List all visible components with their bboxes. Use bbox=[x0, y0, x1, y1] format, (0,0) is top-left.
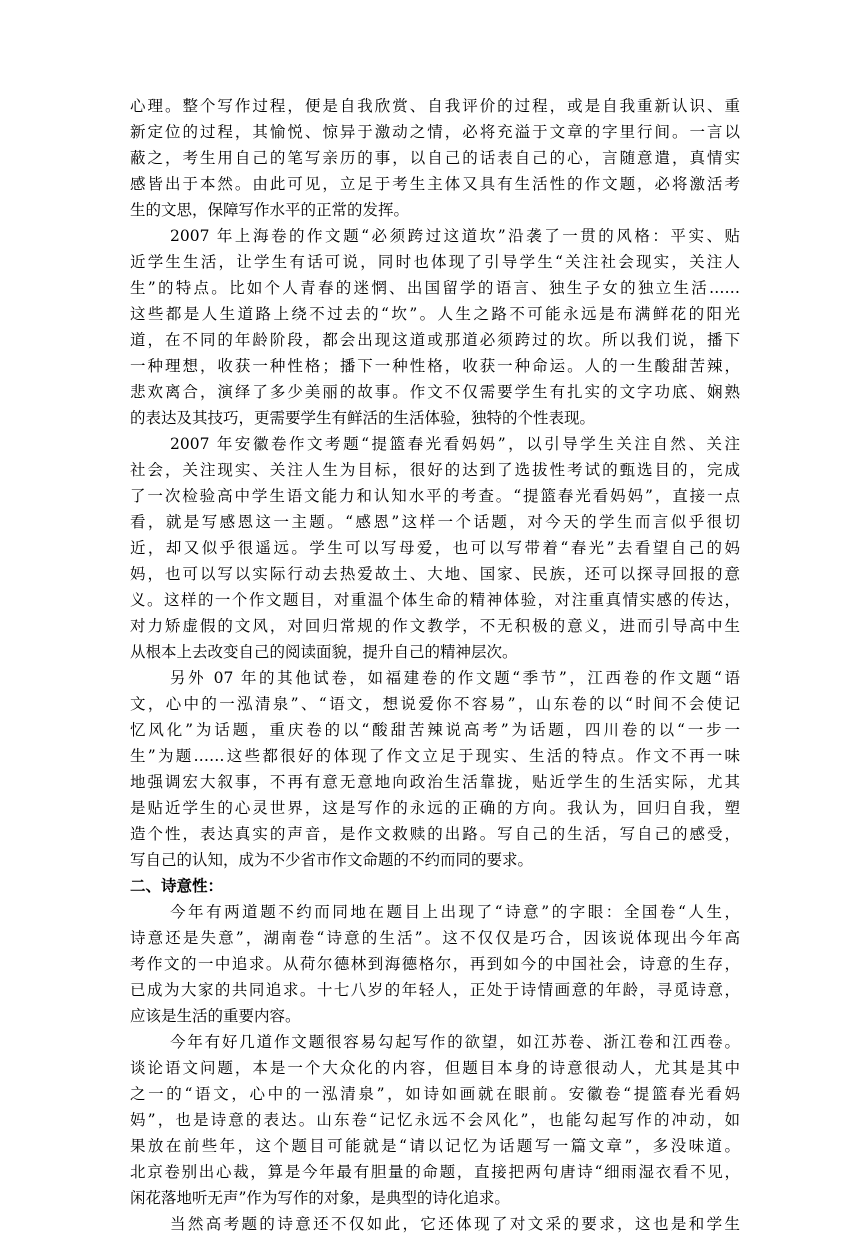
text-line: 闲花落地听无声”作为写作的对象，是典型的诗化追求。 bbox=[130, 1189, 510, 1207]
text-line: 今年有好几道作文题很容易勾起写作的欲望，如江苏卷、浙江卷和江西卷。 bbox=[170, 1033, 740, 1051]
text-line: 果放在前些年，这个题目可能就是“请以记忆为话题写一篇文章”，多没味道。 bbox=[130, 1137, 740, 1155]
text-line: 对力矫虚假的文风，对回归常规的作文教学，不无积极的意义，进而引导高中生 bbox=[130, 617, 740, 635]
text-line: 妈”，也是诗意的表达。山东卷“记忆永远不会风化”，也能勾起写作的冲动，如 bbox=[130, 1111, 740, 1129]
text-line: 感皆出于本然。由此可见，立足于考生主体又具有生活性的作文题，必将激活考 bbox=[130, 175, 740, 193]
text-line: 文，心中的一泓清泉”、“语文，想说爱你不容易”，山东卷的以“时间不会使记 bbox=[130, 695, 740, 713]
text-line: 道，在不同的年龄阶段，都会出现这道或那道必须跨过的坎。所以我们说，播下 bbox=[130, 331, 740, 349]
text-line: 应该是生活的重要内容。 bbox=[130, 1007, 301, 1025]
text-line: 一种理想，收获一种性格；播下一种性格，收获一种命运。人的一生酸甜苦辣， bbox=[130, 357, 740, 375]
text-line: 生”为题……这些都很好的体现了作文立足于现实、生活的特点。作文不再一味 bbox=[130, 747, 740, 765]
text-line: 已成为大家的共同追求。十七八岁的年轻人，正处于诗情画意的年龄，寻觅诗意， bbox=[130, 981, 740, 999]
text-line: 心理。整个写作过程，便是自我欣赏、自我评价的过程，或是自我重新认识、重 bbox=[130, 97, 740, 115]
text-line: 从根本上去改变自己的阅读面貌，提升自己的精神层次。 bbox=[130, 643, 518, 661]
text-line: 2007 年上海卷的作文题“必须跨过这道坎”沿袭了一贯的风格：平实、贴 bbox=[170, 227, 740, 245]
text-line: 悲欢离合，演绎了多少美丽的故事。作文不仅需要学生有扎实的文字功底、娴熟 bbox=[130, 383, 740, 401]
text-line: 生的文思，保障写作水平的正常的发挥。 bbox=[130, 201, 410, 219]
text-line: 近，却又似乎很遥远。学生可以写母爱，也可以写带着“春光”去看望自己的妈 bbox=[130, 539, 740, 557]
text-line: 近学生生活，让学生有话可说，同时也体现了引导学生“关注社会现实，关注人 bbox=[130, 253, 740, 271]
text-line: 考作文的一中追求。从荷尔德林到海德格尔，再到如今的中国社会，诗意的生存， bbox=[130, 955, 740, 973]
text-line: 的表达及其技巧，更需要学生有鲜活的生活体验，独特的个性表现。 bbox=[130, 409, 596, 427]
text-line: 是贴近学生的心灵世界，这是写作的永远的正确的方向。我认为，回归自我，塑 bbox=[130, 799, 740, 817]
text-line: 这些都是人生道路上绕不过去的“坎”。人生之路不可能永远是布满鲜花的阳光 bbox=[130, 305, 740, 323]
text-line: 生”的特点。比如个人青春的迷惘、出国留学的语言、独生子女的独立生活…… bbox=[130, 279, 740, 297]
text-line: 另外 07 年的其他试卷，如福建卷的作文题“季节”，江西卷的作文题“语 bbox=[170, 669, 740, 687]
text-line: 今年有两道题不约而同地在题目上出现了“诗意”的字眼：全国卷“人生， bbox=[170, 903, 740, 921]
text-line: 诗意还是失意”，湖南卷“诗意的生活”。这不仅仅是巧合，因该说体现出今年高 bbox=[130, 929, 740, 947]
text-line: 了一次检验高中学生语文能力和认知水平的考查。“提篮春光看妈妈”，直接一点 bbox=[130, 487, 740, 505]
text-line: 地强调宏大叙事，不再有意无意地向政治生活靠拢，贴近学生的生活实际，尤其 bbox=[130, 773, 740, 791]
text-line: 2007 年安徽卷作文考题“提篮春光看妈妈”，以引导学生关注自然、关注 bbox=[170, 435, 740, 453]
document-page bbox=[130, 93, 740, 1237]
text-line: 蔽之，考生用自己的笔写亲历的事，以自己的话表自己的心，言随意遣，真情实 bbox=[130, 149, 740, 167]
text-line: 北京卷别出心裁，算是今年最有胆量的命题，直接把两句唐诗“细雨湿衣看不见， bbox=[130, 1163, 740, 1181]
text-line: 当然高考题的诗意还不仅如此，它还体现了对文采的要求，这也是和学生 bbox=[170, 1215, 740, 1233]
text-line: 忆风化”为话题，重庆卷的以“酸甜苦辣说高考”为话题，四川卷的以“一步一 bbox=[130, 721, 740, 739]
text-line: 妈，也可以写以实际行动去热爱故土、大地、国家、民族，还可以探寻回报的意 bbox=[130, 565, 740, 583]
text-line: 义。这样的一个作文题目，对重温个体生命的精神体验，对注重真情实感的传达， bbox=[130, 591, 740, 609]
text-line: 看，就是写感恩这一主题。“感恩”这样一个话题，对今天的学生而言似乎很切 bbox=[130, 513, 740, 531]
text-line: 新定位的过程，其愉悦、惊异于激动之情，必将充溢于文章的字里行间。一言以 bbox=[130, 123, 740, 141]
text-line: 谈论语文问题，本是一个大众化的内容，但题目本身的诗意很动人，尤其是其中 bbox=[130, 1059, 740, 1077]
text-line: 之一的“语文，心中的一泓清泉”，如诗如画就在眼前。安徽卷“提篮春光看妈 bbox=[130, 1085, 740, 1103]
text-line: 社会，关注现实、关注人生为目标，很好的达到了选拔性考试的甄选目的，完成 bbox=[130, 461, 740, 479]
text-line: 写自己的认知，成为不少省市作文命题的不约而同的要求。 bbox=[130, 851, 534, 869]
section-heading: 二、诗意性： bbox=[130, 876, 224, 895]
text-line: 造个性，表达真实的声音，是作文救赎的出路。写自己的生活，写自己的感受， bbox=[130, 825, 740, 843]
